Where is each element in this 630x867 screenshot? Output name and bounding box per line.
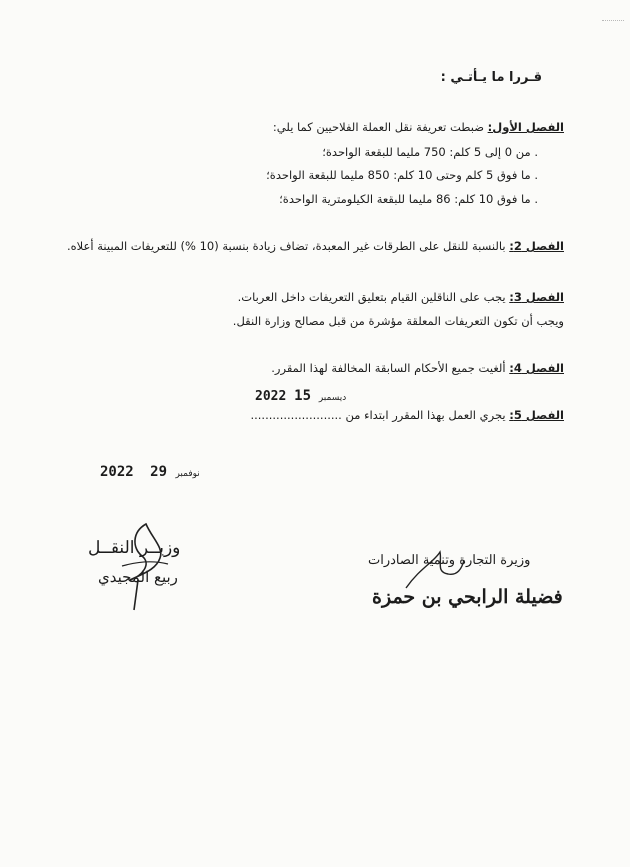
signatory-left-title: وزيــر النقــل xyxy=(88,538,181,558)
tariff-item-3: . ما فوق 10 كلم: 86 مليما للبقعة الكيلومترية الواحدة؛ xyxy=(279,192,538,206)
chapter-4-label: الفصل 4: xyxy=(509,361,564,375)
chapter-2 xyxy=(67,238,564,254)
signatory-left-name: ربيع المجيدي xyxy=(98,568,178,586)
signing-date-stamp xyxy=(100,464,200,480)
tariff-item-1: . من 0 إلى 5 كلم: 750 مليما للبقعة الواحدة؛ xyxy=(322,145,538,159)
signing-date-day: 29 xyxy=(150,464,168,480)
signature-right-mark xyxy=(400,548,470,594)
decision-heading: قـررا ما يـأتـي : xyxy=(440,70,542,85)
start-date-month: ديسمبر xyxy=(318,393,347,403)
chapter-1 xyxy=(273,119,564,135)
signing-date-month: نوفمبر xyxy=(175,469,200,479)
scan-mark xyxy=(602,20,624,35)
signatory-right-title: وزيرة التجارة وتنمية الصادرات xyxy=(368,553,531,568)
signature-left-mark xyxy=(112,518,172,614)
chapter-3-text: يجب على الناقلين القيام بتعليق التعريفات داخل العربات. xyxy=(237,290,510,304)
start-date-stamp xyxy=(255,388,346,404)
signing-date-year: 2022 xyxy=(100,464,134,480)
chapter-3 xyxy=(238,289,564,305)
signatory-right-name: فضيلة الرابحي بن حمزة xyxy=(372,586,563,608)
chapter-3-label: الفصل 3: xyxy=(509,290,564,304)
tariff-item-2: . ما فوق 5 كلم وحتى 10 كلم: 850 مليما للبقعة الواحدة؛ xyxy=(266,168,538,182)
chapter-5-text: يجري العمل بهذا المقرر ابتداء من ......................... xyxy=(250,408,510,422)
chapter-4-text: ألغيت جميع الأحكام السابقة المخالفة لهذا المقرر. xyxy=(271,361,510,375)
start-date-year: 2022 xyxy=(255,389,287,404)
chapter-1-label: الفصل الأول: xyxy=(487,120,564,134)
chapter-3-text-2: ويجب أن تكون التعريفات المعلقة مؤشرة من قبل مصالح وزارة النقل. xyxy=(232,314,564,328)
chapter-2-label: الفصل 2: xyxy=(509,239,564,253)
chapter-1-text: ضبطت تعريفة نقل العملة الفلاحيين كما يلي: xyxy=(272,120,488,134)
chapter-5 xyxy=(250,407,564,423)
chapter-2-text: بالنسبة للنقل على الطرقات غير المعبدة، تضاف زيادة بنسبة (10 %) للتعريفات المبينة أعلاه. xyxy=(66,239,510,253)
chapter-4 xyxy=(271,360,564,376)
chapter-5-label: الفصل 5: xyxy=(509,408,564,422)
start-date-day: 15 xyxy=(294,388,311,404)
